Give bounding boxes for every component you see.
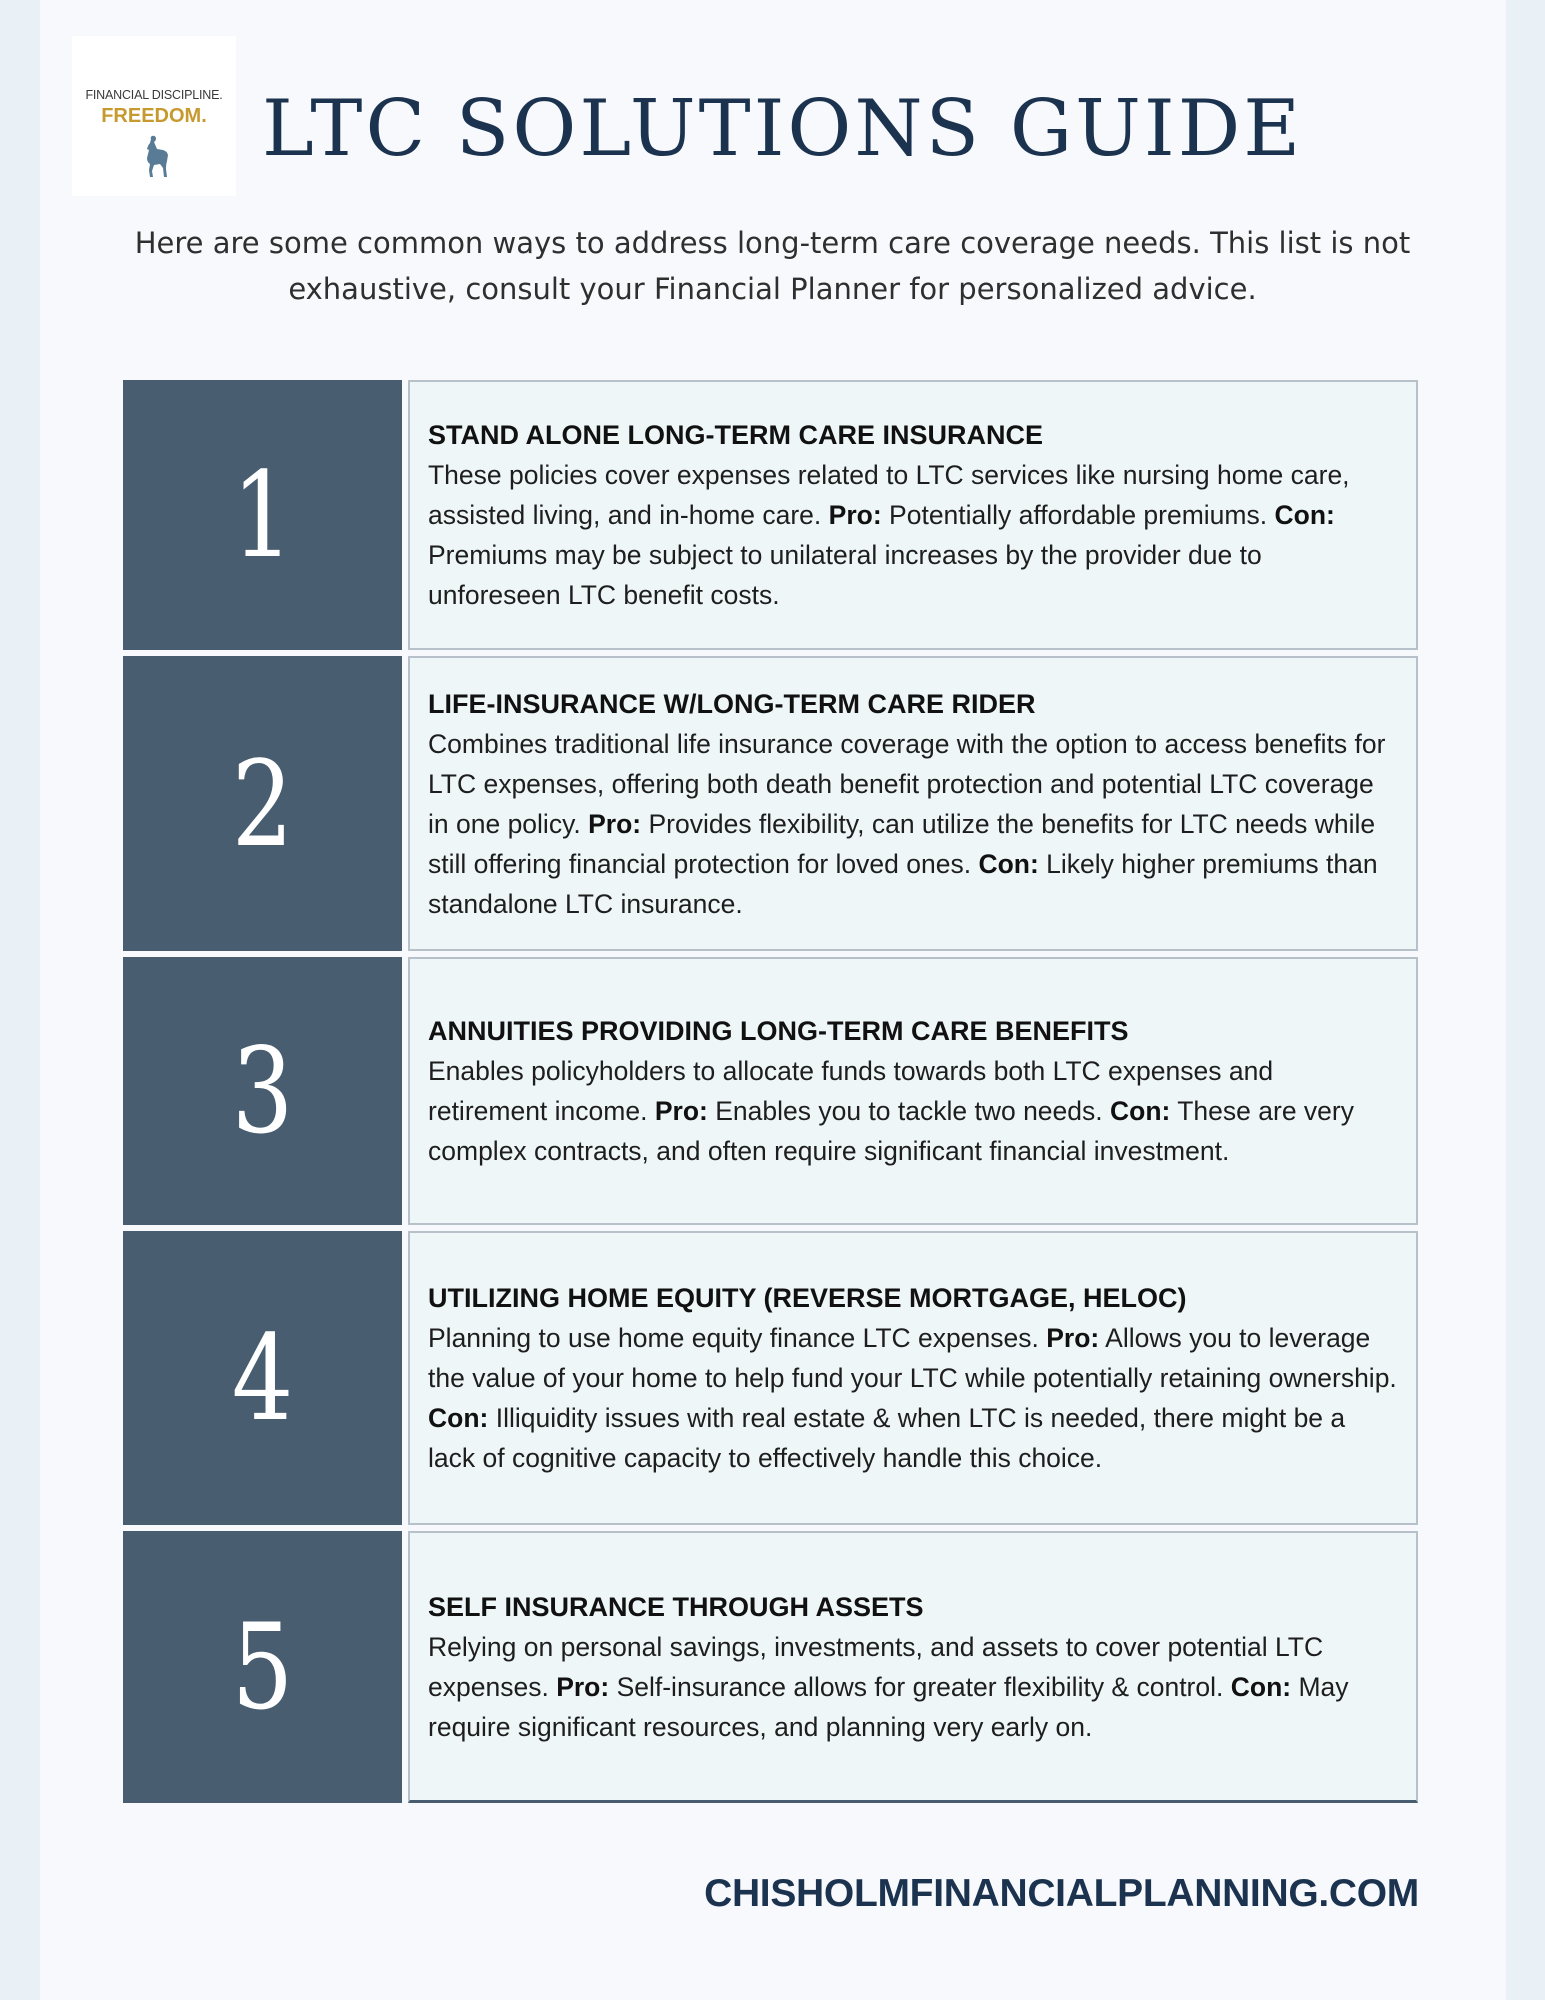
con-label: Con: [1230, 1671, 1292, 1702]
solution-description: Relying on personal savings, investments, and assets to cover potential LTC expenses. [428, 1631, 1324, 1702]
solution-description: Planning to use home equity finance LTC expenses. [428, 1323, 1039, 1353]
pro-label: Pro: [556, 1671, 610, 1702]
solution-card [408, 380, 1418, 650]
number-box [123, 1231, 402, 1525]
pro-text: Self-insurance allows for greater flexibility & control. [616, 1671, 1224, 1702]
solution-number: 3 [231, 1022, 294, 1160]
logo-wordmark: FREEDOM. [101, 105, 207, 127]
solution-number: 5 [231, 1598, 294, 1736]
solution-description: Combines traditional life insurance coverage with the option to access benefits for LTC expenses, offering both death benefit protection and potential LTC coverage in one policy. [428, 728, 1386, 839]
pro-label: Pro: [588, 808, 642, 839]
logo-tagline: FINANCIAL DISCIPLINE. [85, 88, 223, 102]
solution-body [428, 1627, 1398, 1747]
number-box [123, 957, 402, 1225]
solution-body [428, 724, 1398, 924]
con-text: These are very complex contracts, and often require significant financial investment. [428, 1096, 1354, 1166]
solution-row-4 [123, 1231, 1418, 1525]
con-label: Con: [1274, 500, 1335, 530]
solution-number: 4 [231, 1309, 294, 1447]
solution-title: ANNUITIES PROVIDING LONG-TERM CARE BENEFITS [428, 1016, 1129, 1046]
pro-label: Pro: [1046, 1323, 1100, 1353]
number-box [123, 656, 402, 951]
solution-row-3 [123, 957, 1418, 1225]
intro-text: Here are some common ways to address long-term care coverage needs. This list is not exhaustive, consult your Financial Planner for personalized advice. [134, 226, 1411, 306]
pro-label: Pro: [828, 500, 882, 530]
number-box [123, 1531, 402, 1803]
solution-body [428, 1051, 1398, 1171]
solution-row-2 [123, 656, 1418, 951]
con-label: Con: [1110, 1096, 1171, 1126]
logo [72, 36, 236, 196]
con-text: Illiquidity issues with real estate & when LTC is needed, there might be a lack of cognitive capacity to effectively handle this choice. [428, 1403, 1346, 1473]
solution-title: UTILIZING HOME EQUITY (REVERSE MORTGAGE, HELOC) [428, 1283, 1187, 1313]
solution-row-5 [123, 1531, 1418, 1803]
solution-row-1 [123, 380, 1418, 650]
solution-number: 1 [231, 446, 294, 584]
solution-body [428, 455, 1398, 615]
pro-text: Allows you to leverage the value of your home to help fund your LTC while potentially retaining ownership. [428, 1323, 1397, 1393]
pro-text: Potentially affordable premiums. [889, 500, 1268, 530]
horse-rider-icon [138, 134, 172, 178]
solution-title: LIFE-INSURANCE W/LONG-TERM CARE RIDER [428, 688, 1036, 719]
pro-text: Provides flexibility, can utilize the benefits for LTC needs while still offering financial protection for loved ones. [428, 808, 1376, 879]
solution-number: 2 [231, 734, 294, 873]
con-label: Con: [428, 1403, 489, 1433]
solution-card [408, 656, 1418, 951]
website-link[interactable]: CHISHOLMFINANCIALPLANNING.COM [704, 1872, 1419, 1915]
number-box [123, 380, 402, 650]
pro-label: Pro: [654, 1096, 708, 1126]
pro-text: Enables you to tackle two needs. [715, 1096, 1103, 1126]
con-text: May require significant resources, and planning very early on. [428, 1671, 1349, 1742]
con-text: Premiums may be subject to unilateral increases by the provider due to unforeseen LTC benefit costs. [428, 540, 1262, 610]
solution-description: These policies cover expenses related to LTC services like nursing home care, assisted living, and in-home care. [428, 460, 1350, 530]
con-label: Con: [978, 848, 1039, 879]
solution-card [408, 1231, 1418, 1525]
page-title: LTC SOLUTIONS GUIDE [262, 84, 1304, 174]
solution-body [428, 1318, 1398, 1478]
solution-description: Enables policyholders to allocate funds towards both LTC expenses and retirement income. [428, 1056, 1274, 1126]
solution-title: SELF INSURANCE THROUGH ASSETS [428, 1591, 924, 1622]
solution-title: STAND ALONE LONG-TERM CARE INSURANCE [428, 420, 1043, 450]
solution-card [408, 1531, 1418, 1803]
solution-card [408, 957, 1418, 1225]
con-text: Likely higher premiums than standalone LTC insurance. [428, 848, 1378, 919]
